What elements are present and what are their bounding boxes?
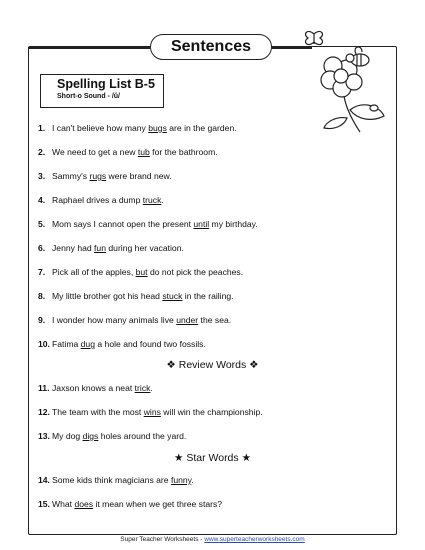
sentence-item: 9. I wonder how many animals live under the sea. bbox=[38, 315, 232, 325]
sentence-item: 12. The team with the most wins will win the championship. bbox=[38, 407, 263, 417]
sentence-item: 2. We need to get a new tub for the bathroom. bbox=[38, 147, 218, 157]
spelling-list-box bbox=[40, 74, 164, 108]
spelling-list-title: Spelling List B-5 bbox=[57, 77, 155, 91]
flower-bug-illustration bbox=[300, 28, 400, 138]
spelling-list-subtitle: Short-o Sound - /ŭ/ bbox=[57, 93, 120, 100]
star-words-heading: ★ Star Words ★ bbox=[174, 452, 251, 464]
spelling-word: wins bbox=[143, 407, 161, 417]
sentence-item: 7. Pick all of the apples, but do not pick the peaches. bbox=[38, 267, 244, 277]
sentence-item: 15. What does it mean when we get three stars? bbox=[38, 499, 223, 509]
sentence-item: 5. Mom says I cannot open the present until my birthday. bbox=[38, 219, 258, 229]
sentence-item: 4. Raphael drives a dump truck. bbox=[38, 195, 164, 205]
sentence-item: 6. Jenny had fun during her vacation. bbox=[38, 243, 184, 253]
spelling-word: under bbox=[176, 315, 199, 325]
spelling-word: truck bbox=[142, 195, 162, 205]
sentence-item: 13. My dog digs holes around the yard. bbox=[38, 431, 187, 441]
footer-link[interactable]: www.superteacherworksheets.com bbox=[204, 536, 305, 543]
spelling-word: rugs bbox=[89, 171, 107, 181]
spelling-word: fun bbox=[94, 243, 106, 253]
spelling-word: stuck bbox=[162, 291, 183, 301]
spelling-word: until bbox=[193, 219, 210, 229]
sentence-item: 10. Fatima dug a hole and found two fossils. bbox=[38, 339, 206, 349]
sentence-item: 3. Sammy's rugs were brand new. bbox=[38, 171, 172, 181]
page-title: Sentences bbox=[150, 34, 272, 60]
spelling-word: tub bbox=[137, 147, 150, 157]
spelling-word: but bbox=[135, 267, 148, 277]
spelling-word: funny bbox=[170, 475, 192, 485]
spelling-word: dug bbox=[80, 339, 95, 349]
sentence-item: 1. I can't believe how many bugs are in the garden. bbox=[38, 123, 237, 133]
sentence-item: 11. Jaxson knows a neat trick. bbox=[38, 383, 153, 393]
spelling-word: trick bbox=[134, 383, 151, 393]
sentence-item: 8. My little brother got his head stuck in the railing. bbox=[38, 291, 234, 301]
title-divider-left bbox=[28, 47, 150, 49]
review-words-heading: ❖ Review Words ❖ bbox=[166, 359, 259, 371]
sentence-item: 14. Some kids think magicians are funny. bbox=[38, 475, 194, 485]
spelling-word: bugs bbox=[148, 123, 167, 133]
spelling-word: does bbox=[74, 499, 94, 509]
footer bbox=[0, 536, 425, 543]
spelling-word: digs bbox=[82, 431, 99, 441]
footer-text: Super Teacher Worksheets - bbox=[120, 536, 205, 543]
